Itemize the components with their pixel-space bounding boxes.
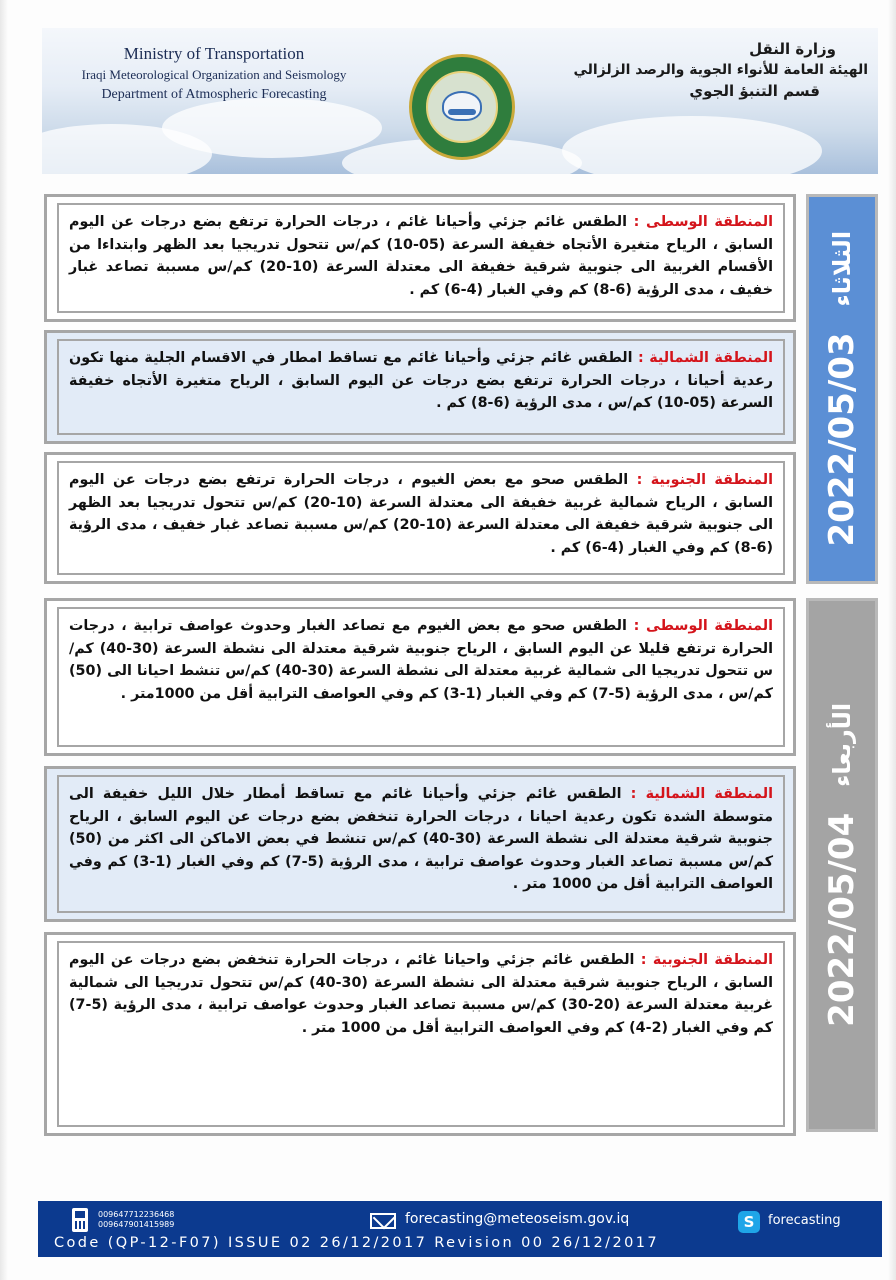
day-date: 2022/05/03 — [822, 332, 862, 547]
email-link[interactable]: forecasting@meteoseism.gov.iq — [405, 1211, 630, 1227]
day-strip-wednesday — [806, 598, 878, 1132]
forecast-text — [69, 469, 773, 559]
header-arabic — [573, 40, 868, 100]
page-edge — [0, 0, 8, 1280]
day-date: 2022/05/04 — [822, 812, 862, 1027]
footer-bar — [38, 1201, 882, 1257]
cloud-emblem-icon — [442, 91, 482, 121]
document-code: Code (QP-12-F07) ISSUE 02 26/12/2017 Revision 00 26/12/2017 — [54, 1235, 659, 1251]
page-edge — [888, 0, 896, 1280]
region-frame — [57, 941, 785, 1127]
organization-seal-logo — [409, 54, 515, 160]
phone-numbers — [98, 1210, 174, 1230]
day-label — [822, 231, 862, 547]
region-name: المنطقة الشمالية : — [630, 786, 773, 802]
region-name: المنطقة الشمالية : — [638, 350, 773, 366]
region-forecast: الطقس غائم جزئي وأحيانا غائم ، درجات الحرارة ترتفع بضع درجات عن اليوم السابق ، الرياح متغيرة الأتجاه خفيفة السرعة (05-10) كم/س تتحول تدريجيا بعد الظهر وابتداءا من الأقسام الغربية الى جنوبية شرقية خفيفة الى معتدلة السرعة (10-20) كم/س مسببة تصاعد غبار خفيف ، مدى الرؤية (6-8) كم وفي الغبار (4-6) كم . — [69, 214, 773, 298]
skype-icon: S — [738, 1211, 760, 1233]
forecast-text — [69, 783, 773, 896]
region-box-central — [44, 598, 796, 756]
region-forecast: الطقس غائم جزئي وأحيانا غائم مع تساقط أمطار خلال الليل خفيفة الى متوسطة الشدة تكون رعدية احيانا ، درجات الحرارة تنخفض بضع درجات عن اليوم السابق ، الرياح جنوبية شرقية معتدلة الى نشطة السرعة (30-40) كم/س تنشط في بعض الاماكن الى اكثر من (50) كم/س مسببة تصاعد الغبار وحدوث عواصف ترابية ، مدى الرؤية (5-7) كم وفي الغبار (1-3) كم وفي العواصف الترابية أقل من 1000 متر . — [69, 786, 774, 892]
region-box-north — [44, 766, 796, 922]
skype-handle[interactable]: forecasting — [768, 1213, 841, 1228]
organization-name-ar: الهيئة العامة للأنواء الجوية والرصد الزلزالي — [573, 62, 868, 78]
ministry-name-ar: وزارة النقل — [749, 40, 836, 58]
cloud-shape — [562, 116, 822, 174]
organization-name: Iraqi Meteorological Organization and Seismology — [81, 67, 347, 82]
region-forecast: الطقس غائم جزئي واحيانا غائم ، درجات الحرارة تنخفض بضع درجات عن اليوم السابق ، الرياح جنوبية شرقية معتدلة الى نشطة السرعة (30-40) كم/س تتحول تدريجيا الى شمالية غربية معتدلة السرعة (20-30) كم/س مسببة تصاعد الغبار وحدوث عواصف ترابية ، مدى الرؤية (5-7) كم وفي الغبار (2-4) كم وفي العواصف الترابية أقل من 1000 متر . — [69, 952, 773, 1036]
seal-inner — [426, 71, 498, 143]
region-box-south — [44, 452, 796, 584]
forecast-text — [69, 347, 773, 415]
region-box-north — [44, 330, 796, 444]
region-frame — [57, 203, 785, 313]
region-forecast: الطقس غائم جزئي وأحيانا غائم مع تساقط امطار في الاقسام الجلية منها تكون رعدية أحيانا ، درجات الحرارة ترتفع بضع درجات عن اليوم السابق ، الرياح متغيرة الأتجاه خفيفة السرعة (05-10) كم/س ، مدى الرؤية (6-8) كم . — [69, 350, 773, 411]
ministry-name: Ministry of Transportation — [123, 44, 305, 63]
region-name: المنطقة الوسطى : — [633, 214, 773, 230]
day-name: الثلاثاء — [828, 231, 856, 307]
phone-number: 009647712236468 — [98, 1210, 175, 1219]
forecast-text — [69, 615, 773, 705]
region-frame — [57, 607, 785, 747]
region-frame — [57, 775, 785, 913]
phone-number: 009647901415989 — [98, 1220, 175, 1229]
region-frame — [57, 339, 785, 435]
day-strip-tuesday — [806, 194, 878, 584]
department-name-ar: قسم التنبؤ الجوي — [689, 82, 820, 100]
region-name: المنطقة الوسطى : — [633, 618, 773, 634]
header-banner — [42, 28, 878, 174]
region-box-south — [44, 932, 796, 1136]
mail-icon — [370, 1213, 396, 1229]
department-name: Department of Atmospheric Forecasting — [101, 87, 327, 102]
day-name: الأربعاء — [828, 703, 856, 787]
region-forecast: الطقس صحو مع بعض الغيوم مع تصاعد الغبار وحدوث عواصف ترابية ، درجات الحرارة ترتفع قليلا عن اليوم السابق ، الرياح جنوبية شرقية معتدلة الى نشطة السرعة (30-40) كم/س تتحول تدريجيا الى شمالية غربية معتدلة الى نشطة السرعة (30-40) كم/س تنشط احيانا الى (50) كم/س ، مدى الرؤية (5-7) كم وفي الغبار (1-3) كم وفي العواصف الترابية أقل من 1000متر . — [69, 618, 773, 702]
region-name: المنطقة الجنوبية : — [636, 472, 773, 488]
forecast-text — [69, 949, 773, 1039]
forecast-text — [69, 211, 773, 301]
phone-icon — [72, 1208, 88, 1232]
region-box-central — [44, 194, 796, 322]
region-name: المنطقة الجنوبية : — [640, 952, 773, 968]
region-frame — [57, 461, 785, 575]
day-label — [822, 703, 862, 1027]
header-english — [64, 44, 364, 103]
region-forecast: الطقس صحو مع بعض الغيوم ، درجات الحرارة ترتفع بضع درجات عن اليوم السابق ، الرياح شمالية غربية خفيفة الى معتدلة السرعة (10-20) كم/س تتحول تدريجيا بعد الظهر الى جنوبية شرقية خفيفة الى معتدلة السرعة (10-20) كم/س مسببة تصاعد غبار خفيف ، مدى الرؤية (6-8) كم وفي الغبار (4-6) كم . — [69, 472, 774, 556]
